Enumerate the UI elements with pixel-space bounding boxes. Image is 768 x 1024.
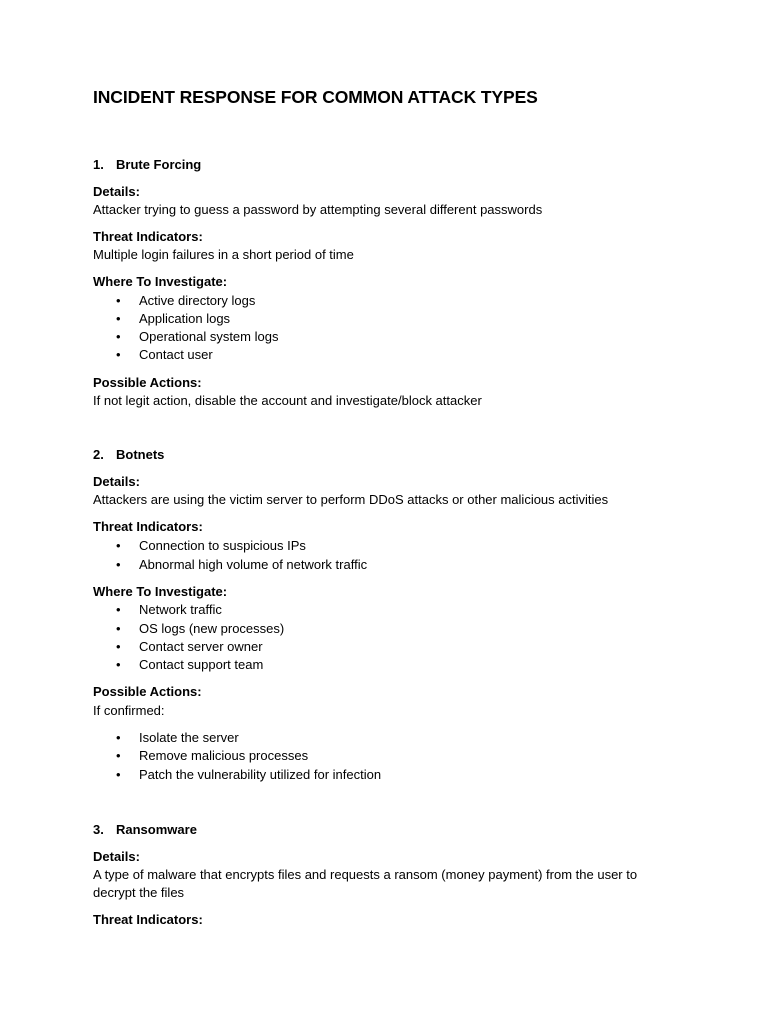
threat-indicators-label: Threat Indicators: <box>93 912 203 927</box>
list-item: Connection to suspicious IPs <box>139 538 306 553</box>
section-title: Botnets <box>116 447 165 462</box>
possible-actions-text: If not legit action, disable the account and investigate/block attacker <box>93 393 482 408</box>
details-text-line: decrypt the files <box>93 885 185 900</box>
bullet: • <box>116 557 121 572</box>
bullet: • <box>116 748 121 763</box>
list-item: Contact user <box>139 347 213 362</box>
list-item: Patch the vulnerability utilized for infection <box>139 767 382 782</box>
possible-actions-label: Possible Actions: <box>93 684 202 699</box>
list-item: Operational system logs <box>139 329 279 344</box>
document-title: INCIDENT RESPONSE FOR COMMON ATTACK TYPES <box>93 87 538 107</box>
possible-actions-text: If confirmed: <box>93 703 165 718</box>
bullet: • <box>116 602 121 617</box>
details-text-line: A type of malware that encrypts files and requests a ransom (money payment) from the user to <box>93 867 638 882</box>
details-label: Details: <box>93 849 140 864</box>
list-item: Isolate the server <box>139 730 239 745</box>
possible-actions-label: Possible Actions: <box>93 375 202 390</box>
threat-indicators-label: Threat Indicators: <box>93 229 203 244</box>
section-number: 1. <box>93 157 104 172</box>
bullet: • <box>116 657 121 672</box>
list-item: OS logs (new processes) <box>139 621 285 636</box>
section-number: 3. <box>93 822 104 837</box>
details-text: Attackers are using the victim server to perform DDoS attacks or other malicious activities <box>93 492 609 507</box>
list-item: Active directory logs <box>139 293 256 308</box>
section-number: 2. <box>93 447 104 462</box>
bullet: • <box>116 293 121 308</box>
bullet: • <box>116 311 121 326</box>
details-label: Details: <box>93 474 140 489</box>
where-to-investigate-label: Where To Investigate: <box>93 584 228 599</box>
threat-indicators-label: Threat Indicators: <box>93 519 203 534</box>
bullet: • <box>116 329 121 344</box>
list-item: Application logs <box>139 311 231 326</box>
section-title: Brute Forcing <box>116 157 202 172</box>
bullet: • <box>116 621 121 636</box>
section-title: Ransomware <box>116 822 197 837</box>
list-item: Network traffic <box>139 602 222 617</box>
list-item: Abnormal high volume of network traffic <box>139 557 368 572</box>
section-heading <box>93 822 197 838</box>
details-text: Attacker trying to guess a password by attempting several different passwords <box>93 202 543 217</box>
list-item: Contact support team <box>139 657 264 672</box>
list-item: Remove malicious processes <box>139 748 309 763</box>
details-label: Details: <box>93 184 140 199</box>
bullet: • <box>116 767 121 782</box>
bullet: • <box>116 347 121 362</box>
bullet: • <box>116 538 121 553</box>
threat-indicators-text: Multiple login failures in a short period of time <box>93 247 354 262</box>
section-heading <box>93 157 201 173</box>
section-heading <box>93 447 164 463</box>
list-item: Contact server owner <box>139 639 263 654</box>
bullet: • <box>116 730 121 745</box>
where-to-investigate-label: Where To Investigate: <box>93 274 228 289</box>
bullet: • <box>116 639 121 654</box>
